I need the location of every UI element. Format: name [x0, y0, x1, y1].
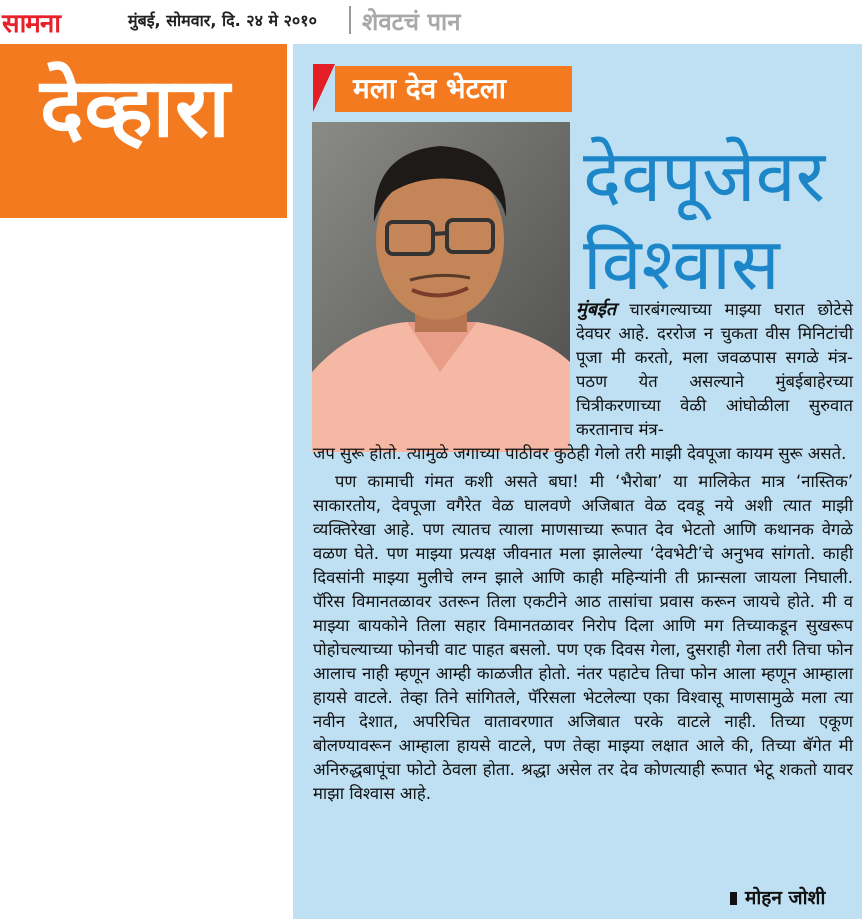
headline-line-1: देवपूजेवर: [583, 134, 826, 218]
header-dateline: मुंबई, सोमवार, दि. २४ मे २०१०: [128, 11, 317, 30]
tag-triangle: [313, 64, 335, 112]
author-byline: [730, 884, 825, 910]
header-divider: [349, 6, 351, 34]
page-header: [0, 0, 862, 44]
column-tag: मला देव भेटला: [335, 66, 572, 112]
article-body: [313, 298, 853, 806]
article-headline: [583, 132, 853, 308]
paragraph-2: पण कामाची गंमत कशी असते बघा! मी ‘भैरोबा’ या मालिकेत मात्र ‘नास्तिक’ साकारतोय, देवपूजा वगैरेत वेळ घालवणे अजिबात वेळ दवडू नये अशी त्यात माझी व्यक्तिरेखा आहे. पण त्यातच त्याला माणसाच्या रूपात देव भेटतो आणि कथानक वेगळे वळण घेते. पण माझ्या प्रत्यक्ष जीवनात मला झालेल्या ‘देवभेटी’चे अनुभव सांगतो. काही दिवसांनी माझ्या मुलीचे लग्न झाले आणि काही महिन्यांनी ती फ्रान्सला जायला निघाली. पॅरिस विमानतळावर उतरून तिला एकटीने आठ तासांचा प्रवास करून जायचे होते. मी व माझ्या बायकोने तिला सहार विमानतळावर निरोप दिला आणि मग तिच्याकडून सुखरूप पोहोचल्याच्या फोनची वाट पाहत बसलो. पण एक दिवस गेला, दुसराही गेला तरी तिचा फोन आलाच नाही म्हणून आम्ही काळजीत होतो. नंतर पहाटेच तिचा फोन आला म्हणून आम्हाला हायसे वाटले. तेव्हा तिने सांगितले, पॅरिसला भेटलेल्या एका विश्वासू माणसामुळे मला त्या नवीन देशात, अपरिचित वातावरणात अजिबात परके वाटले नाही. तिच्या एकूण बोलण्यावरून आम्हाला हायसे वाटले, पण तेव्हा माझ्या लक्षात आले की, तिच्या बॅगेत मी अनिरुद्धबापूंचा फोटो ठेवला होता. श्रद्धा असेल तर देव कोणत्याही रूपात भेटू शकतो यावर माझा विश्वास आहे.: [313, 472, 853, 803]
masthead-logo: सामना: [2, 9, 61, 39]
page-name: शेवटचं पान: [362, 8, 461, 36]
section-tile: [0, 44, 287, 218]
paragraph-1-continued: जप सुरू होतो. त्यामुळे जगाच्या पाठीवर कुठेही गेलो तरी माझी देवपूजा कायम सुरू असते.: [313, 444, 847, 463]
byline-marker: [730, 892, 737, 905]
paragraph-1-top: [576, 298, 853, 442]
paragraph-1-top-text: चारबंगल्याच्या माझ्या घरात छोटेसे देवघर आहे. दररोज न चुकता वीस मिनिटांची पूजा मी करतो, मला जवळपास सगळे मंत्र-पठण येत असल्याने मुंबईबाहेरच्या चित्रीकरणाच्या वेळी आंघोळीला सुरुवात करतानाच मंत्र-: [576, 300, 853, 439]
author-name: मोहन जोशी: [745, 887, 826, 909]
section-title: देव्हारा: [40, 61, 231, 156]
headline-line-2: विश्वास: [583, 222, 780, 306]
dateline-word: मुंबईत: [576, 299, 617, 320]
